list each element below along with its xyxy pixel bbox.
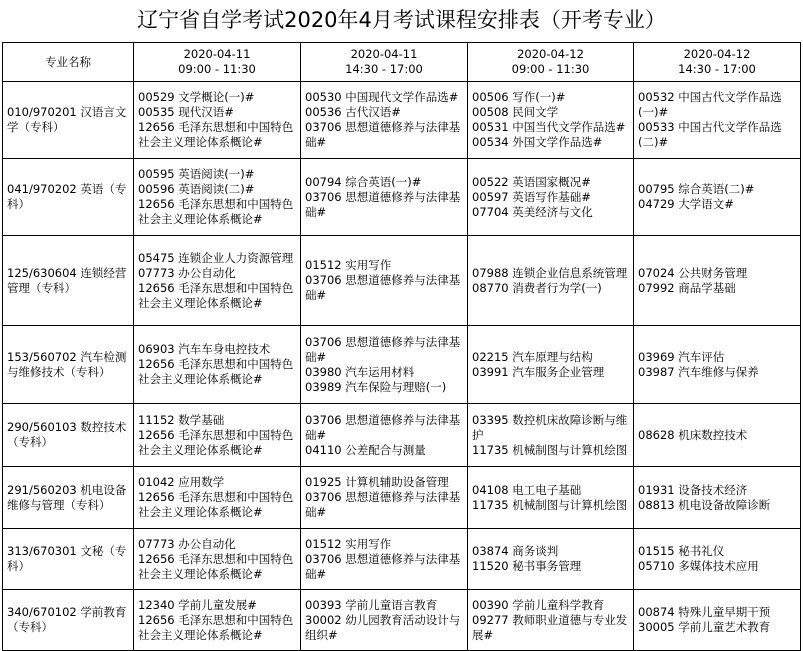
session-date: 2020-04-12	[683, 47, 751, 61]
course-entry: 00531 中国当代文学作品选#	[472, 120, 626, 134]
course-entry: 00532 中国古代文学作品选(一)#	[638, 90, 782, 119]
major-name: 041/970202 英语（专科）	[3, 159, 134, 236]
course-entry: 11152 数学基础	[138, 412, 225, 427]
course-entry: 03706 思想道德修养与法律基础#	[305, 334, 461, 364]
schedule-table	[2, 42, 801, 651]
course-entry: 03980 汽车运用材料	[305, 364, 415, 379]
course-entry: 00597 英语写作基础#	[472, 189, 591, 204]
course-cell	[301, 404, 468, 467]
course-cell	[134, 590, 301, 651]
course-entry: 00529 文学概论(一)#	[138, 90, 255, 104]
course-entry: 30005 学前儿童艺术教育	[638, 620, 771, 634]
table-row	[3, 236, 801, 326]
course-entry: 07773 办公自动化	[138, 265, 236, 280]
major-header: 专业名称	[3, 43, 134, 82]
course-entry: 03987 汽车维修与保养	[638, 364, 759, 379]
session-time: 09:00 - 11:30	[178, 62, 256, 76]
course-entry: 12656 毛泽东思想和中国特色社会主义理论体系概论#	[138, 612, 294, 642]
course-cell	[468, 236, 634, 326]
course-cell	[468, 82, 634, 159]
page-title: 辽宁省自学考试2020年4月考试课程安排表（开考专业）	[137, 8, 666, 32]
course-entry: 00874 特殊儿童早期干预	[638, 605, 771, 619]
course-cell	[134, 82, 301, 159]
course-cell	[301, 590, 468, 651]
course-entry: 00508 民间文学	[472, 105, 559, 119]
major-name: 153/560702 汽车检测与维修技术（专科）	[3, 326, 134, 404]
course-entry: 11735 机械制图与计算机绘图	[472, 442, 628, 457]
session-header	[134, 43, 301, 82]
course-entry: 09277 教师职业道德与专业发展#	[472, 612, 628, 642]
table-row	[3, 404, 801, 467]
course-entry: 02215 汽车原理与结构	[472, 349, 593, 364]
course-entry: 11520 秘书事务管理	[472, 559, 582, 573]
table-row	[3, 590, 801, 651]
course-cell	[468, 467, 634, 529]
course-entry: 00794 综合英语(一)#	[305, 174, 422, 189]
course-entry: 00522 英语国家概况#	[472, 174, 591, 189]
session-date: 2020-04-11	[183, 47, 251, 61]
course-entry: 05710 多媒体技术应用	[638, 559, 759, 573]
course-cell	[634, 159, 801, 236]
course-entry: 07992 商品学基础	[638, 280, 736, 295]
table-row	[3, 159, 801, 236]
course-entry: 00506 写作(一)#	[472, 90, 566, 104]
header-row	[3, 43, 801, 82]
course-cell	[134, 326, 301, 404]
course-entry: 03989 汽车保险与理赔(一)	[305, 379, 447, 394]
course-entry: 00535 现代汉语#	[138, 105, 234, 119]
course-cell	[634, 404, 801, 467]
course-entry: 01515 秘书礼仪	[638, 544, 725, 558]
course-cell	[301, 467, 468, 529]
course-cell	[134, 467, 301, 529]
course-entry: 03969 汽车评估	[638, 349, 725, 364]
table-row	[3, 326, 801, 404]
course-entry: 01042 应用数学	[138, 475, 225, 489]
table-row	[3, 529, 801, 590]
course-entry: 07024 公共财务管理	[638, 265, 748, 280]
course-entry: 00390 学前儿童科学教育	[472, 597, 605, 612]
session-time: 09:00 - 11:30	[511, 62, 590, 76]
course-entry: 12656 毛泽东思想和中国特色社会主义理论体系概论#	[138, 357, 294, 386]
course-entry: 01925 计算机辅助设备管理	[305, 475, 449, 489]
course-entry: 12340 学前儿童发展#	[138, 597, 257, 612]
table-row	[3, 467, 801, 529]
course-cell	[634, 467, 801, 529]
course-cell	[634, 82, 801, 159]
course-entry: 00530 中国现代文学作品选#	[305, 90, 459, 104]
course-entry: 04729 大学语文#	[638, 197, 734, 211]
course-entry: 06903 汽车车身电控技术	[138, 342, 271, 356]
course-entry: 12656 毛泽东思想和中国特色社会主义理论体系概论#	[138, 427, 294, 457]
course-cell	[134, 159, 301, 236]
course-cell	[634, 529, 801, 590]
course-cell	[134, 529, 301, 590]
course-entry: 03706 思想道德修养与法律基础#	[305, 412, 461, 442]
major-name: 010/970201 汉语言文学（专科）	[3, 82, 134, 159]
session-time: 14:30 - 17:00	[678, 62, 756, 76]
course-entry: 12656 毛泽东思想和中国特色社会主义理论体系概论#	[138, 551, 294, 581]
session-time: 14:30 - 17:00	[345, 62, 423, 76]
course-entry: 12656 毛泽东思想和中国特色社会主义理论体系概论#	[138, 490, 294, 519]
course-cell	[301, 236, 468, 326]
session-date: 2020-04-12	[517, 47, 584, 61]
course-entry: 08628 机床数控技术	[638, 427, 748, 442]
course-cell	[301, 159, 468, 236]
session-header	[301, 43, 468, 82]
session-date: 2020-04-11	[350, 47, 418, 61]
course-cell	[634, 326, 801, 404]
table-row	[3, 82, 801, 159]
major-name: 125/630604 连锁经营管理（专科）	[3, 236, 134, 326]
course-entry: 03706 思想道德修养与法律基础#	[305, 551, 461, 581]
course-entry: 03874 商务谈判	[472, 544, 559, 558]
course-cell	[301, 82, 468, 159]
course-entry: 00533 中国古代文学作品选(二)#	[638, 120, 782, 149]
course-cell	[634, 236, 801, 326]
course-entry: 00534 外国文学作品选#	[472, 135, 603, 149]
course-entry: 30002 幼儿园教育活动设计与组织#	[305, 612, 461, 642]
course-entry: 03991 汽车服务企业管理	[472, 364, 605, 379]
course-entry: 07773 办公自动化	[138, 536, 236, 551]
course-cell	[468, 404, 634, 467]
major-name: 290/560103 数控技术（专科）	[3, 404, 134, 467]
course-cell	[468, 529, 634, 590]
major-name: 313/670301 文秘（专科）	[3, 529, 134, 590]
course-cell	[634, 590, 801, 651]
course-entry: 12656 毛泽东思想和中国特色社会主义理论体系概论#	[138, 280, 294, 310]
course-entry: 01512 实用写作	[305, 258, 392, 272]
course-entry: 07988 连锁企业信息系统管理	[472, 265, 628, 280]
course-entry: 04110 公差配合与测量	[305, 442, 426, 457]
course-cell	[468, 326, 634, 404]
course-entry: 00393 学前儿童语言教育	[305, 597, 438, 612]
course-cell	[301, 326, 468, 404]
course-entry: 12656 毛泽东思想和中国特色社会主义理论体系概论#	[138, 120, 294, 149]
course-entry: 03706 思想道德修养与法律基础#	[305, 273, 461, 302]
course-entry: 01512 实用写作	[305, 536, 392, 551]
course-entry: 00795 综合英语(二)#	[638, 182, 755, 196]
course-entry: 05475 连锁企业人力资源管理	[138, 250, 294, 265]
course-entry: 08813 机电设备故障诊断	[638, 497, 771, 512]
session-header	[468, 43, 634, 82]
course-entry: 12656 毛泽东思想和中国特色社会主义理论体系概论#	[138, 197, 294, 226]
course-entry: 03706 思想道德修养与法律基础#	[305, 189, 461, 219]
course-entry: 11735 机械制图与计算机绘图	[472, 497, 628, 512]
course-cell	[468, 159, 634, 236]
course-entry: 03706 思想道德修养与法律基础#	[305, 120, 461, 149]
course-entry: 01931 设备技术经济	[638, 482, 748, 497]
course-entry: 00536 古代汉语#	[305, 105, 401, 119]
course-entry: 03395 数控机床故障诊断与维护	[472, 412, 628, 442]
course-cell	[301, 529, 468, 590]
major-name: 340/670102 学前教育（专科）	[3, 590, 134, 651]
course-entry: 00595 英语阅读(一)#	[138, 167, 255, 181]
course-cell	[468, 590, 634, 651]
course-cell	[134, 236, 301, 326]
session-header	[634, 43, 801, 82]
course-entry: 07704 英美经济与文化	[472, 204, 593, 219]
major-name: 291/560203 机电设备维修与管理（专科）	[3, 467, 134, 529]
course-entry: 00596 英语阅读(二)#	[138, 182, 255, 196]
course-entry: 08770 消费者行为学(一)	[472, 280, 602, 295]
course-cell	[134, 404, 301, 467]
course-entry: 03706 思想道德修养与法律基础#	[305, 490, 461, 519]
course-entry: 04108 电工电子基础	[472, 482, 582, 497]
schedule-body	[3, 82, 801, 651]
